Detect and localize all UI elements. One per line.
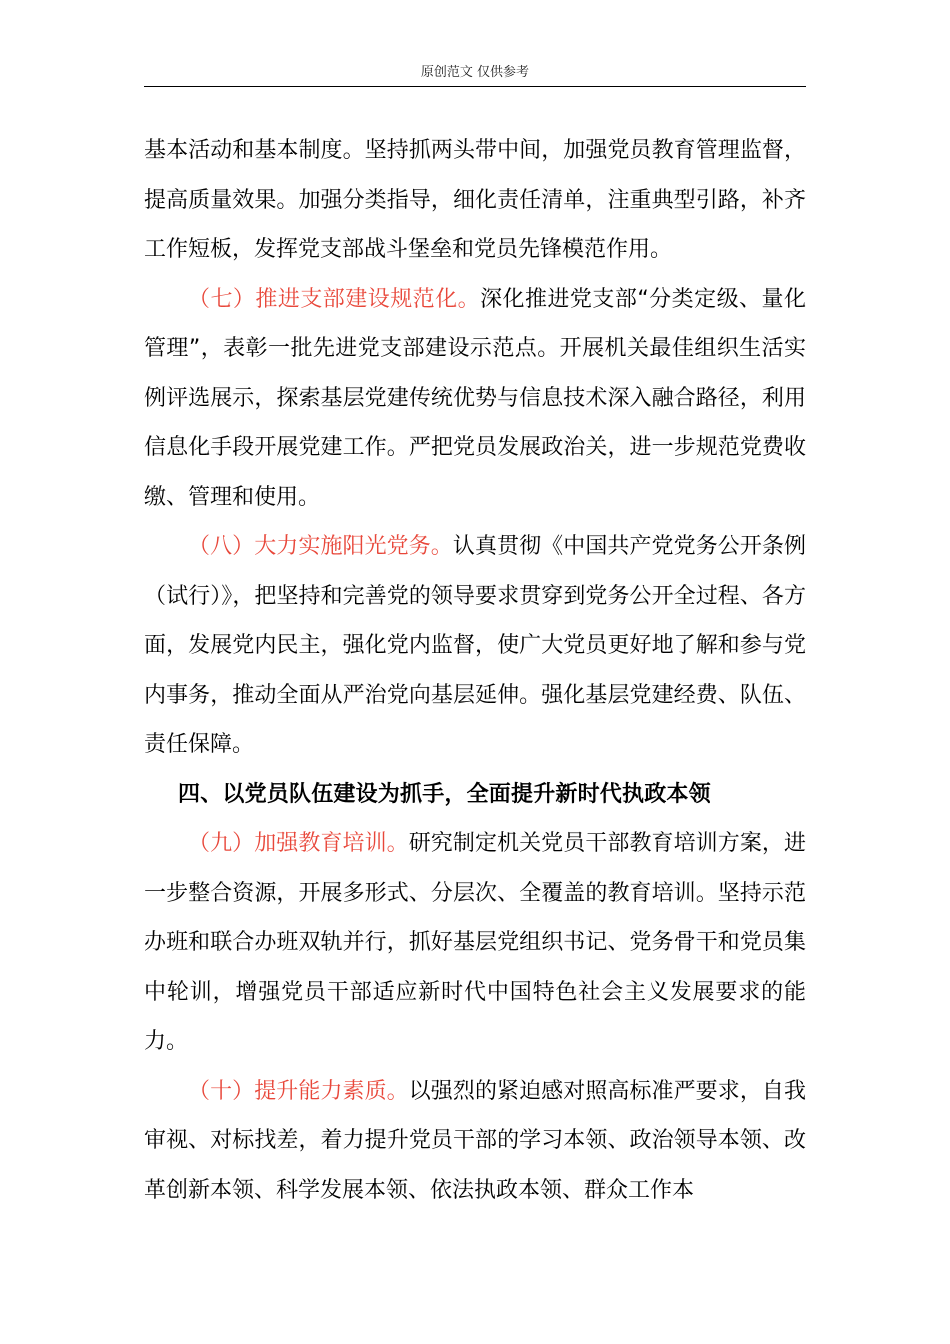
section-lead: （九）加强教育培训。 <box>188 831 409 856</box>
paragraph-section-9 <box>144 819 806 1067</box>
section-lead: （七）推进支部建设规范化。 <box>188 286 481 312</box>
paragraph-continued <box>144 126 806 275</box>
paragraph-section-10 <box>144 1067 806 1216</box>
header-text: 原创范文 仅供参考 <box>420 65 530 80</box>
section-lead: （十）提升能力素质。 <box>188 1078 409 1104</box>
paragraph-text: 以强烈的紧迫感对照高标准严要求，自我审视、对标找差，着力提升党员干部的学习本领、政治领导本领、改革创新本领、科学发展本领、依法执政本领、群众工作本 <box>144 1078 806 1203</box>
page-header <box>144 62 806 87</box>
paragraph-section-7 <box>144 275 806 523</box>
section-heading: 四、以党员队伍建设为抓手，全面提升新时代执政本领 <box>178 781 711 807</box>
paragraph-text: 认真贯彻《中国共产党党务公开条例（试行）》，把坚持和完善党的领导要求贯穿到党务公开全过程、各方面，发展党内民主，强化党内监督，使广大党员更好地了解和参与党内事务，推动全面从严治党向基层延伸。强化基层党建经费、队伍、责任保障。 <box>144 534 806 757</box>
section-lead: （八）大力实施阳光党务。 <box>188 534 453 559</box>
paragraph-section-8 <box>144 522 806 770</box>
document-body <box>144 126 806 1215</box>
paragraph-text: 深化推进党支部“分类定级、量化管理”，表彰一批先进党支部建设示范点。开展机关最佳组织生活实例评选展示，探索基层党建传统优势与信息技术深入融合路径，利用信息化手段开展党建工作。严把党员发展政治关，进一步规范党费收缴、管理和使用。 <box>144 286 806 510</box>
paragraph-text: 基本活动和基本制度。坚持抓两头带中间，加强党员教育管理监督，提高质量效果。加强分类指导，细化责任清单，注重典型引路，补齐工作短板，发挥党支部战斗堡垒和党员先锋模范作用。 <box>144 138 806 262</box>
paragraph-text: 研究制定机关党员干部教育培训方案，进一步整合资源，开展多形式、分层次、全覆盖的教育培训。坚持示范办班和联合办班双轨并行，抓好基层党组织书记、党务骨干和党员集中轮训，增强党员干部适应新时代中国特色社会主义发展要求的能力。 <box>144 831 806 1054</box>
